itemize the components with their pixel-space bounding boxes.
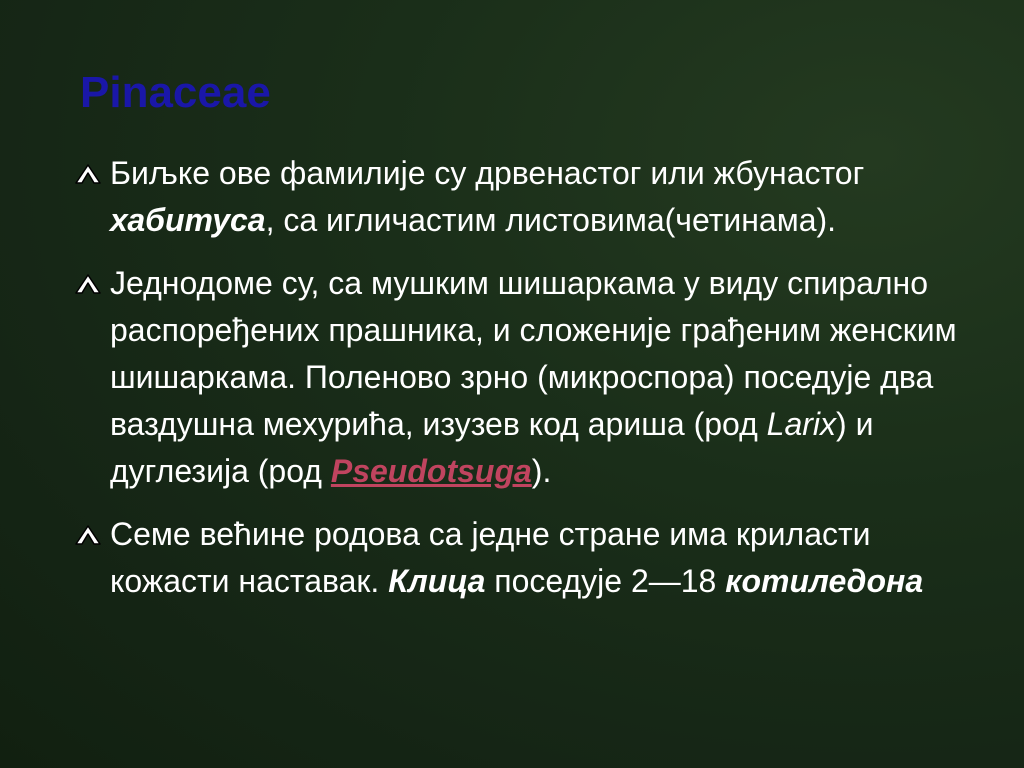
bullet-text: , са игличастим листовима(четинама).	[265, 202, 837, 238]
bullet-text: Једнодоме су, са мушким шишаркама у виду спирално распоређених прашника, и сложеније грађеним женским шишаркама. Поленово зрно (микроспора) поседује два ваздушна мехурића, изузев код ариша (род	[110, 265, 957, 442]
bullet-list	[74, 150, 974, 621]
term-kotiledona: котиледона	[725, 563, 924, 599]
chevron-up-icon	[74, 523, 102, 547]
bullet-text: ) и дуглезија (род	[110, 406, 874, 489]
bullet-text: Семе већине родова са једне стране има криласти кожасти наставак.	[110, 516, 871, 599]
bullet-text: поседује 2—18	[485, 563, 726, 599]
term-larix: Larix	[766, 406, 837, 442]
bullet-item	[74, 150, 974, 244]
term-klica: Клица	[388, 563, 486, 599]
pseudotsuga-link[interactable]: Pseudotsuga	[330, 453, 532, 489]
bullet-item	[74, 511, 974, 605]
term-habitus: хабитуса	[110, 202, 266, 238]
bullet-item	[74, 260, 974, 495]
bullet-text: Биљке ове фамилије су дрвенастог или жбунастог	[110, 155, 865, 191]
bullet-text: ).	[531, 453, 552, 489]
chevron-up-icon	[74, 162, 102, 186]
slide-title: Pinaceae	[80, 68, 271, 117]
chevron-up-icon	[74, 272, 102, 296]
